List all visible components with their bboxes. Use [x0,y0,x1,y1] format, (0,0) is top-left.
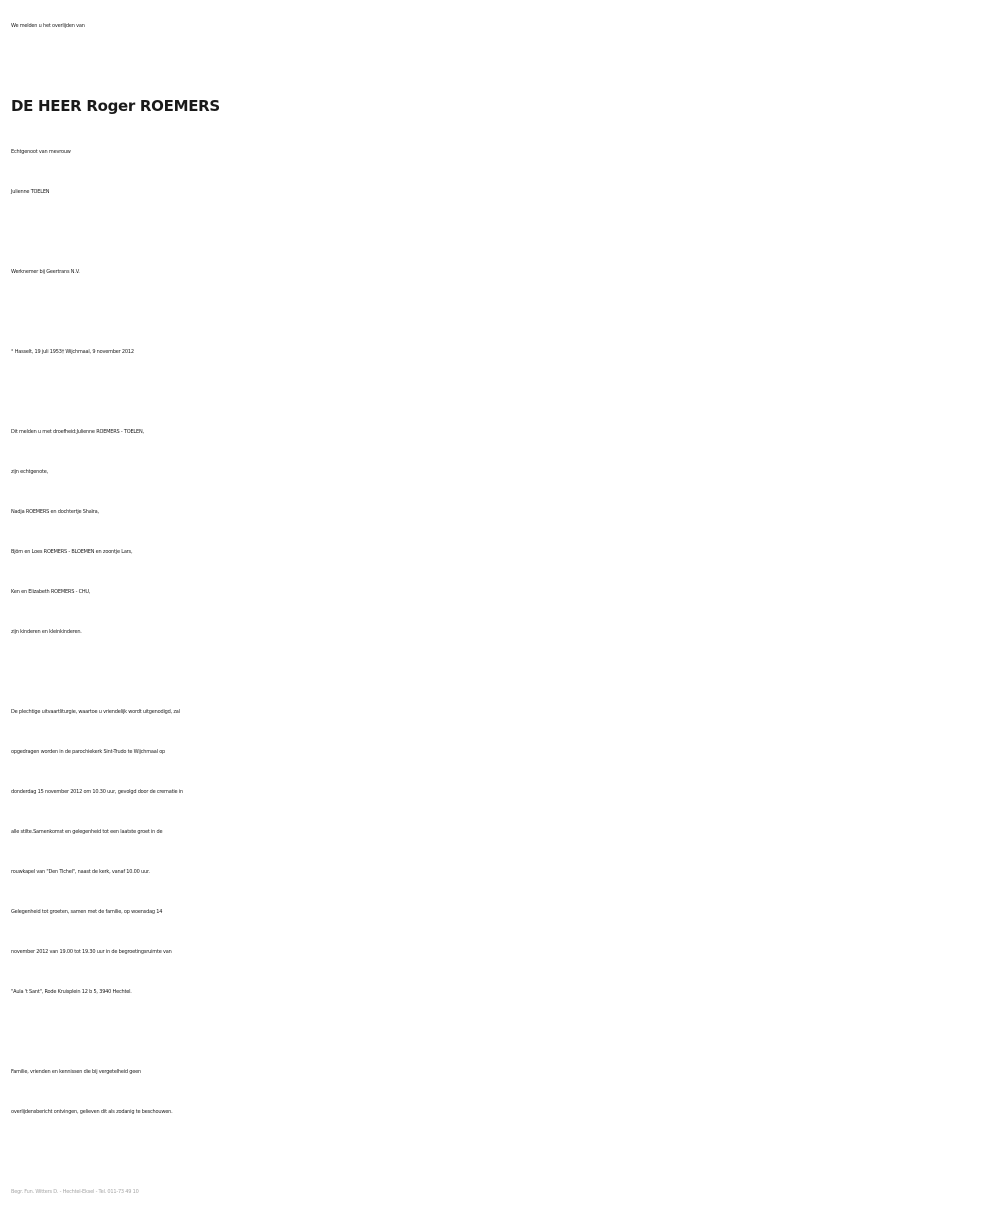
ceremony-line: donderdag 15 november 2012 om 10.30 uur, gevolgd door de crematie in [11,789,183,795]
ceremony-line: Gelegenheid tot groeten, samen met de familie, op woensdag 14 [11,909,163,915]
birth-death-dates: ° Hasselt, 19 juli 1953† Wijchmaal, 9 november 2012 [11,349,134,355]
notice-line: overlijdensbericht ontvingen, gelieven dit als zodanig te beschouwen. [11,1109,173,1115]
ceremony-line: "Aula 't Sant", Rode Kruisplein 12 b 5, 3940 Hechtel. [11,989,132,995]
notice-line: Familie, vrienden en kennissen die bij vergetelheid geen [11,1069,141,1075]
spacer [11,372,996,412]
spouse-line: Echtgenoot van mevrouw [11,149,71,155]
ceremony-block [11,692,996,1012]
family-line: Björn en Loes ROEMERS - BLOEMEN en zoontje Lars, [11,549,133,555]
ceremony-line: november 2012 van 19.00 tot 19.30 uur in de begroetingsruimte van [11,949,172,955]
deceased-name: DE HEER Roger ROEMERS [11,97,220,115]
family-line: Nadja ROEMERS en dochtertje Shaïra, [11,509,99,515]
spouse-block [11,132,996,212]
spacer [11,212,996,252]
ceremony-line: alle stilte.Samenkomst en gelegenheid tot een laatste groet in de [11,829,163,835]
family-line: Dit melden u met droefheid:Julienne ROEMERS - TOELEN, [11,429,144,435]
notice-block [11,1052,996,1132]
family-line: Ken en Elizabeth ROEMERS - CHU, [11,589,91,595]
family-line: zijn kinderen en kleinkinderen. [11,629,82,635]
spacer [11,292,996,332]
spacer [11,1012,996,1052]
ceremony-line: opgedragen worden in de parochiekerk Sint-Trudo te Wijchmaal op [11,749,166,755]
spacer [11,652,996,692]
intro-text: We melden u het overlijden van [11,23,85,29]
spouse-line: Julienne TOELEN [11,189,50,195]
ceremony-line: rouwkapel van "Den Tichel", naast de kerk, vanaf 10.00 uur. [11,869,150,875]
family-line: zijn echtgenote, [11,469,49,475]
obituary-notice [11,8,996,1212]
ceremony-line: De plechtige uitvaartliturgie, waartoe u vriendelijk wordt uitgenodigd, zal [11,709,180,715]
family-block [11,412,996,652]
occupation-text: Werknemer bij Geertrans N.V. [11,269,80,275]
funeral-home-footer: Begr. Fun. Witters D. - Hechtel-Eksel - Tel. 011-73 49 10 [11,1189,139,1195]
